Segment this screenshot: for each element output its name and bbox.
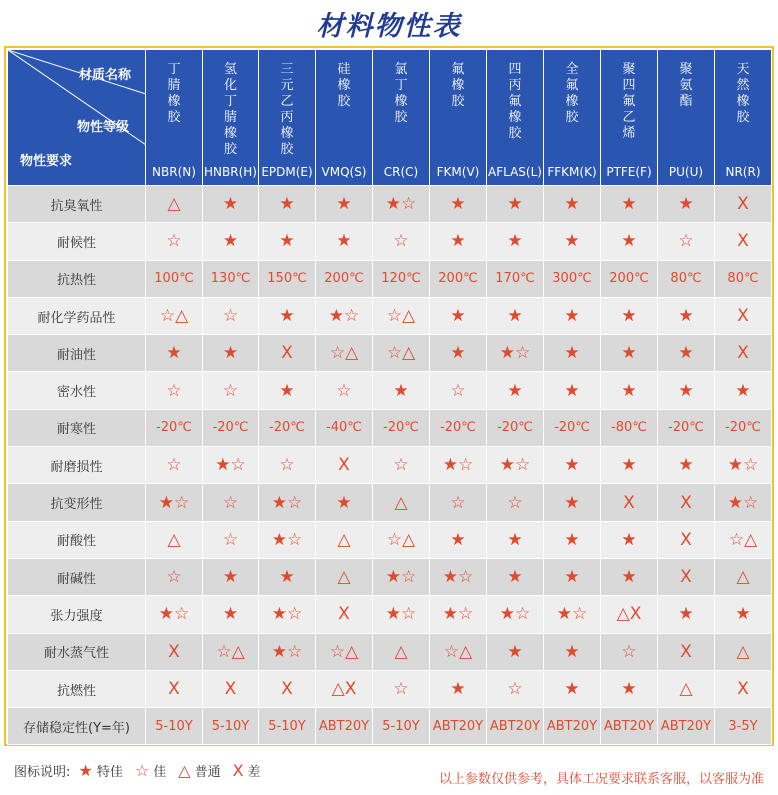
rating-cell: ★☆ (316, 297, 373, 334)
rating-cell: ☆ (601, 633, 658, 670)
rating-cell: △X (316, 670, 373, 707)
rating-cell: ★ (544, 297, 601, 334)
material-code: AFLAS(L) (488, 165, 542, 179)
rating-cell: X (715, 297, 772, 334)
rating-cell: X (715, 335, 772, 372)
rating-cell: ☆△ (316, 335, 373, 372)
rating-cell: 120℃ (373, 260, 430, 297)
table-row (8, 297, 772, 334)
property-label: 耐化学药品性 (8, 297, 146, 334)
rating-cell: 3-5Y (715, 708, 772, 745)
rating-cell: ★ (544, 186, 601, 223)
rating-cell: ★☆ (259, 484, 316, 521)
rating-cell: ★ (316, 223, 373, 260)
rating-cell: ★ (715, 372, 772, 409)
rating-cell: △ (316, 558, 373, 595)
corner-grade-label: 物性等级 (76, 120, 129, 135)
rating-cell: ★ (544, 633, 601, 670)
page-title: 材料物性表 (316, 11, 462, 42)
rating-cell: ★ (203, 596, 259, 633)
rating-cell: ★ (544, 558, 601, 595)
material-name: 全氟橡胶 (565, 62, 579, 125)
rating-cell: 5-10Y (373, 708, 430, 745)
rating-cell: ★☆ (203, 447, 259, 484)
rating-cell: -20℃ (658, 409, 715, 446)
rating-cell: ☆ (203, 372, 259, 409)
rating-cell: ★ (601, 297, 658, 334)
property-label: 张力强度 (8, 596, 146, 633)
rating-cell: ★ (487, 297, 544, 334)
rating-cell: ★ (259, 372, 316, 409)
table-row (8, 260, 772, 297)
rating-cell: X (715, 223, 772, 260)
legend-items (78, 761, 273, 780)
rating-cell: ★ (601, 521, 658, 558)
material-header (373, 50, 430, 186)
rating-cell: X (601, 484, 658, 521)
rating-cell: ★ (601, 447, 658, 484)
material-code: FFKM(K) (547, 165, 597, 179)
rating-cell: △ (146, 186, 203, 223)
rating-cell: ☆△ (430, 633, 487, 670)
rating-cell: ☆ (373, 447, 430, 484)
table-row (8, 484, 772, 521)
rating-cell: ★ (487, 558, 544, 595)
rating-cell: △ (373, 633, 430, 670)
rating-cell: -20℃ (430, 409, 487, 446)
table-row (8, 633, 772, 670)
rating-cell: X (715, 186, 772, 223)
rating-cell: ★ (658, 186, 715, 223)
rating-cell: ★ (601, 670, 658, 707)
material-code: NR(R) (725, 165, 761, 179)
material-code: EPDM(E) (261, 165, 313, 179)
rating-cell: X (203, 670, 259, 707)
property-label: 抗热性 (8, 260, 146, 297)
rating-cell: 5-10Y (259, 708, 316, 745)
material-name: 氯丁橡胶 (394, 62, 408, 125)
rating-cell: ☆△ (316, 633, 373, 670)
legend-text: 普通 (194, 765, 221, 780)
property-label: 密水性 (8, 372, 146, 409)
rating-cell: △ (373, 484, 430, 521)
rating-cell: ABT20Y (487, 708, 544, 745)
table-row (8, 596, 772, 633)
rating-cell: ☆ (146, 558, 203, 595)
rating-cell: 130℃ (203, 260, 259, 297)
rating-cell: ★ (316, 186, 373, 223)
material-code: FKM(V) (436, 165, 480, 179)
rating-cell: ★ (544, 521, 601, 558)
rating-cell: 300℃ (544, 260, 601, 297)
rating-cell: ★☆ (430, 596, 487, 633)
rating-cell: X (259, 335, 316, 372)
rating-cell: ☆ (487, 484, 544, 521)
rating-cell: X (658, 558, 715, 595)
material-name: 硅橡胶 (337, 62, 351, 109)
table-row (8, 335, 772, 372)
property-label: 耐碱性 (8, 558, 146, 595)
table-row (8, 372, 772, 409)
rating-cell: △X (601, 596, 658, 633)
table-row (8, 409, 772, 446)
rating-cell: ☆ (373, 223, 430, 260)
property-label: 耐候性 (8, 223, 146, 260)
rating-cell: ★ (430, 521, 487, 558)
rating-cell: △ (658, 670, 715, 707)
rating-cell: ★☆ (430, 447, 487, 484)
rating-cell: ★ (544, 372, 601, 409)
table-body (8, 186, 772, 745)
rating-cell: ☆ (430, 372, 487, 409)
material-name: 氢化丁腈橡胶 (223, 62, 237, 157)
property-label: 抗燃性 (8, 670, 146, 707)
rating-cell: -20℃ (146, 409, 203, 446)
rating-cell: ★ (601, 186, 658, 223)
rating-cell: X (316, 447, 373, 484)
rating-cell: 5-10Y (146, 708, 203, 745)
material-header (203, 50, 259, 186)
rating-cell: 200℃ (316, 260, 373, 297)
rating-cell: ★ (430, 223, 487, 260)
rating-cell: ☆△ (373, 521, 430, 558)
material-code: VMQ(S) (321, 165, 367, 179)
material-name: 天然橡胶 (736, 62, 750, 125)
rating-cell: -20℃ (715, 409, 772, 446)
material-header (544, 50, 601, 186)
property-label: 抗变形性 (8, 484, 146, 521)
rating-cell: ☆ (487, 670, 544, 707)
rating-cell: △ (715, 633, 772, 670)
legend-mark: ☆ (134, 761, 150, 780)
material-code: NBR(N) (152, 165, 196, 179)
material-header (316, 50, 373, 186)
material-code: PTFE(F) (606, 165, 652, 179)
legend-mark: X (232, 761, 244, 780)
rating-cell: ☆ (316, 372, 373, 409)
rating-cell: X (658, 521, 715, 558)
header-row (8, 50, 772, 186)
material-name: 四丙氟橡胶 (508, 62, 522, 141)
rating-cell: X (146, 670, 203, 707)
rating-cell: ★ (658, 447, 715, 484)
rating-cell: △ (316, 521, 373, 558)
rating-cell: ☆△ (373, 297, 430, 334)
rating-cell: X (658, 633, 715, 670)
rating-cell: ★ (487, 521, 544, 558)
table-row (8, 521, 772, 558)
rating-cell: ★ (430, 186, 487, 223)
legend-mark: △ (178, 761, 191, 780)
legend-text: 差 (247, 765, 261, 780)
table-row (8, 186, 772, 223)
rating-cell: ☆△ (203, 633, 259, 670)
rating-cell: ★☆ (715, 447, 772, 484)
rating-cell: ★ (373, 372, 430, 409)
material-code: CR(C) (383, 165, 419, 179)
legend-text: 佳 (153, 765, 167, 780)
material-header (146, 50, 203, 186)
rating-cell: X (658, 484, 715, 521)
property-label: 耐寒性 (8, 409, 146, 446)
property-label: 耐水蒸气性 (8, 633, 146, 670)
table-row (8, 708, 772, 745)
corner-requirement-label: 物性要求 (20, 154, 73, 169)
rating-cell: 100℃ (146, 260, 203, 297)
rating-cell: X (146, 633, 203, 670)
rating-cell: ★☆ (487, 335, 544, 372)
legend-label: 图标说明: (14, 765, 71, 780)
rating-cell: ★☆ (259, 521, 316, 558)
rating-cell: ★ (487, 372, 544, 409)
rating-cell: ★ (203, 335, 259, 372)
rating-cell: ★ (259, 223, 316, 260)
rating-cell: -20℃ (373, 409, 430, 446)
rating-cell: ★☆ (430, 558, 487, 595)
rating-cell: -20℃ (259, 409, 316, 446)
rating-cell: ★ (430, 670, 487, 707)
material-name: 三元乙丙橡胶 (280, 62, 294, 157)
rating-cell: △ (715, 558, 772, 595)
rating-cell: ★ (487, 223, 544, 260)
rating-cell: -20℃ (203, 409, 259, 446)
property-label: 耐油性 (8, 335, 146, 372)
material-name: 聚四氟乙烯 (622, 62, 636, 141)
property-label: 存储稳定性(Y=年) (8, 708, 146, 745)
rating-cell: ABT20Y (658, 708, 715, 745)
rating-cell: 80℃ (658, 260, 715, 297)
rating-cell: ★☆ (373, 186, 430, 223)
rating-cell: -40℃ (316, 409, 373, 446)
rating-cell: 80℃ (715, 260, 772, 297)
rating-cell: ★ (715, 596, 772, 633)
rating-cell: ☆ (203, 484, 259, 521)
corner-material-label: 材质名称 (78, 68, 131, 83)
material-header (601, 50, 658, 186)
rating-cell: X (259, 670, 316, 707)
rating-cell: ★☆ (146, 596, 203, 633)
rating-cell: ★☆ (373, 558, 430, 595)
rating-cell: 5-10Y (203, 708, 259, 745)
rating-cell: ★ (259, 558, 316, 595)
table-row (8, 670, 772, 707)
rating-cell: ★☆ (715, 484, 772, 521)
rating-cell: ★ (658, 372, 715, 409)
material-name: 聚氨酯 (679, 62, 693, 109)
material-properties-table (7, 49, 772, 745)
rating-cell: ★☆ (373, 596, 430, 633)
material-header (259, 50, 316, 186)
rating-cell: ABT20Y (544, 708, 601, 745)
property-label: 耐酸性 (8, 521, 146, 558)
rating-cell: ★ (203, 223, 259, 260)
rating-cell: ★ (259, 297, 316, 334)
rating-cell: ★ (544, 223, 601, 260)
rating-cell: ☆ (430, 484, 487, 521)
rating-cell: ★ (601, 335, 658, 372)
rating-cell: ☆ (658, 223, 715, 260)
rating-cell: ★ (658, 297, 715, 334)
rating-cell: ★ (259, 186, 316, 223)
material-code: PU(U) (668, 165, 704, 179)
material-name: 丁腈橡胶 (167, 62, 181, 125)
rating-cell: -20℃ (487, 409, 544, 446)
legend (14, 761, 277, 780)
rating-cell: ★ (544, 484, 601, 521)
table-row (8, 558, 772, 595)
rating-cell: -80℃ (601, 409, 658, 446)
rating-cell: ☆ (146, 447, 203, 484)
rating-cell: ★ (487, 186, 544, 223)
rating-cell: ☆ (146, 372, 203, 409)
rating-cell: -20℃ (544, 409, 601, 446)
rating-cell: ABT20Y (430, 708, 487, 745)
rating-cell: 150℃ (259, 260, 316, 297)
rating-cell: ★☆ (544, 596, 601, 633)
rating-cell: ★☆ (259, 633, 316, 670)
rating-cell: ☆ (203, 521, 259, 558)
rating-cell: ★ (544, 670, 601, 707)
rating-cell: 200℃ (601, 260, 658, 297)
legend-text: 特佳 (96, 765, 123, 780)
material-header (487, 50, 544, 186)
rating-cell: ★ (601, 372, 658, 409)
material-code: HNBR(H) (204, 165, 257, 179)
material-header (715, 50, 772, 186)
rating-cell: ☆ (203, 297, 259, 334)
rating-cell: ★ (316, 484, 373, 521)
rating-cell: ☆△ (715, 521, 772, 558)
rating-cell: △ (146, 521, 203, 558)
rating-cell: ★ (430, 297, 487, 334)
rating-cell: ★ (544, 447, 601, 484)
rating-cell: ★ (203, 558, 259, 595)
rating-cell: 170℃ (487, 260, 544, 297)
disclaimer-note: 以上参数仅供参考，具体工况要求联系客服，以客服为准 (438, 772, 764, 787)
rating-cell: ★ (601, 223, 658, 260)
rating-cell: ABT20Y (601, 708, 658, 745)
rating-cell: ★☆ (146, 484, 203, 521)
rating-cell: ☆△ (146, 297, 203, 334)
rating-cell: ★☆ (259, 596, 316, 633)
rating-cell: ★ (203, 186, 259, 223)
rating-cell: X (715, 670, 772, 707)
rating-cell: ☆△ (373, 335, 430, 372)
rating-cell: ★ (601, 558, 658, 595)
material-name: 氟橡胶 (451, 62, 465, 109)
rating-cell: ★ (544, 335, 601, 372)
rating-cell: ☆ (259, 447, 316, 484)
rating-cell: ★ (430, 335, 487, 372)
legend-mark: ★ (78, 761, 93, 780)
material-header (658, 50, 715, 186)
table-row (8, 223, 772, 260)
rating-cell: 200℃ (430, 260, 487, 297)
property-label: 耐磨损性 (8, 447, 146, 484)
rating-cell: ★ (487, 633, 544, 670)
rating-cell: ★ (658, 596, 715, 633)
rating-cell: ☆ (146, 223, 203, 260)
rating-cell: ☆ (373, 670, 430, 707)
rating-cell: ★☆ (487, 596, 544, 633)
corner-cell (8, 50, 146, 186)
rating-cell: ★☆ (487, 447, 544, 484)
rating-cell: ABT20Y (316, 708, 373, 745)
rating-cell: ★ (658, 335, 715, 372)
property-label: 抗臭氧性 (8, 186, 146, 223)
rating-cell: X (316, 596, 373, 633)
table-row (8, 447, 772, 484)
rating-cell: ★ (146, 335, 203, 372)
material-header (430, 50, 487, 186)
